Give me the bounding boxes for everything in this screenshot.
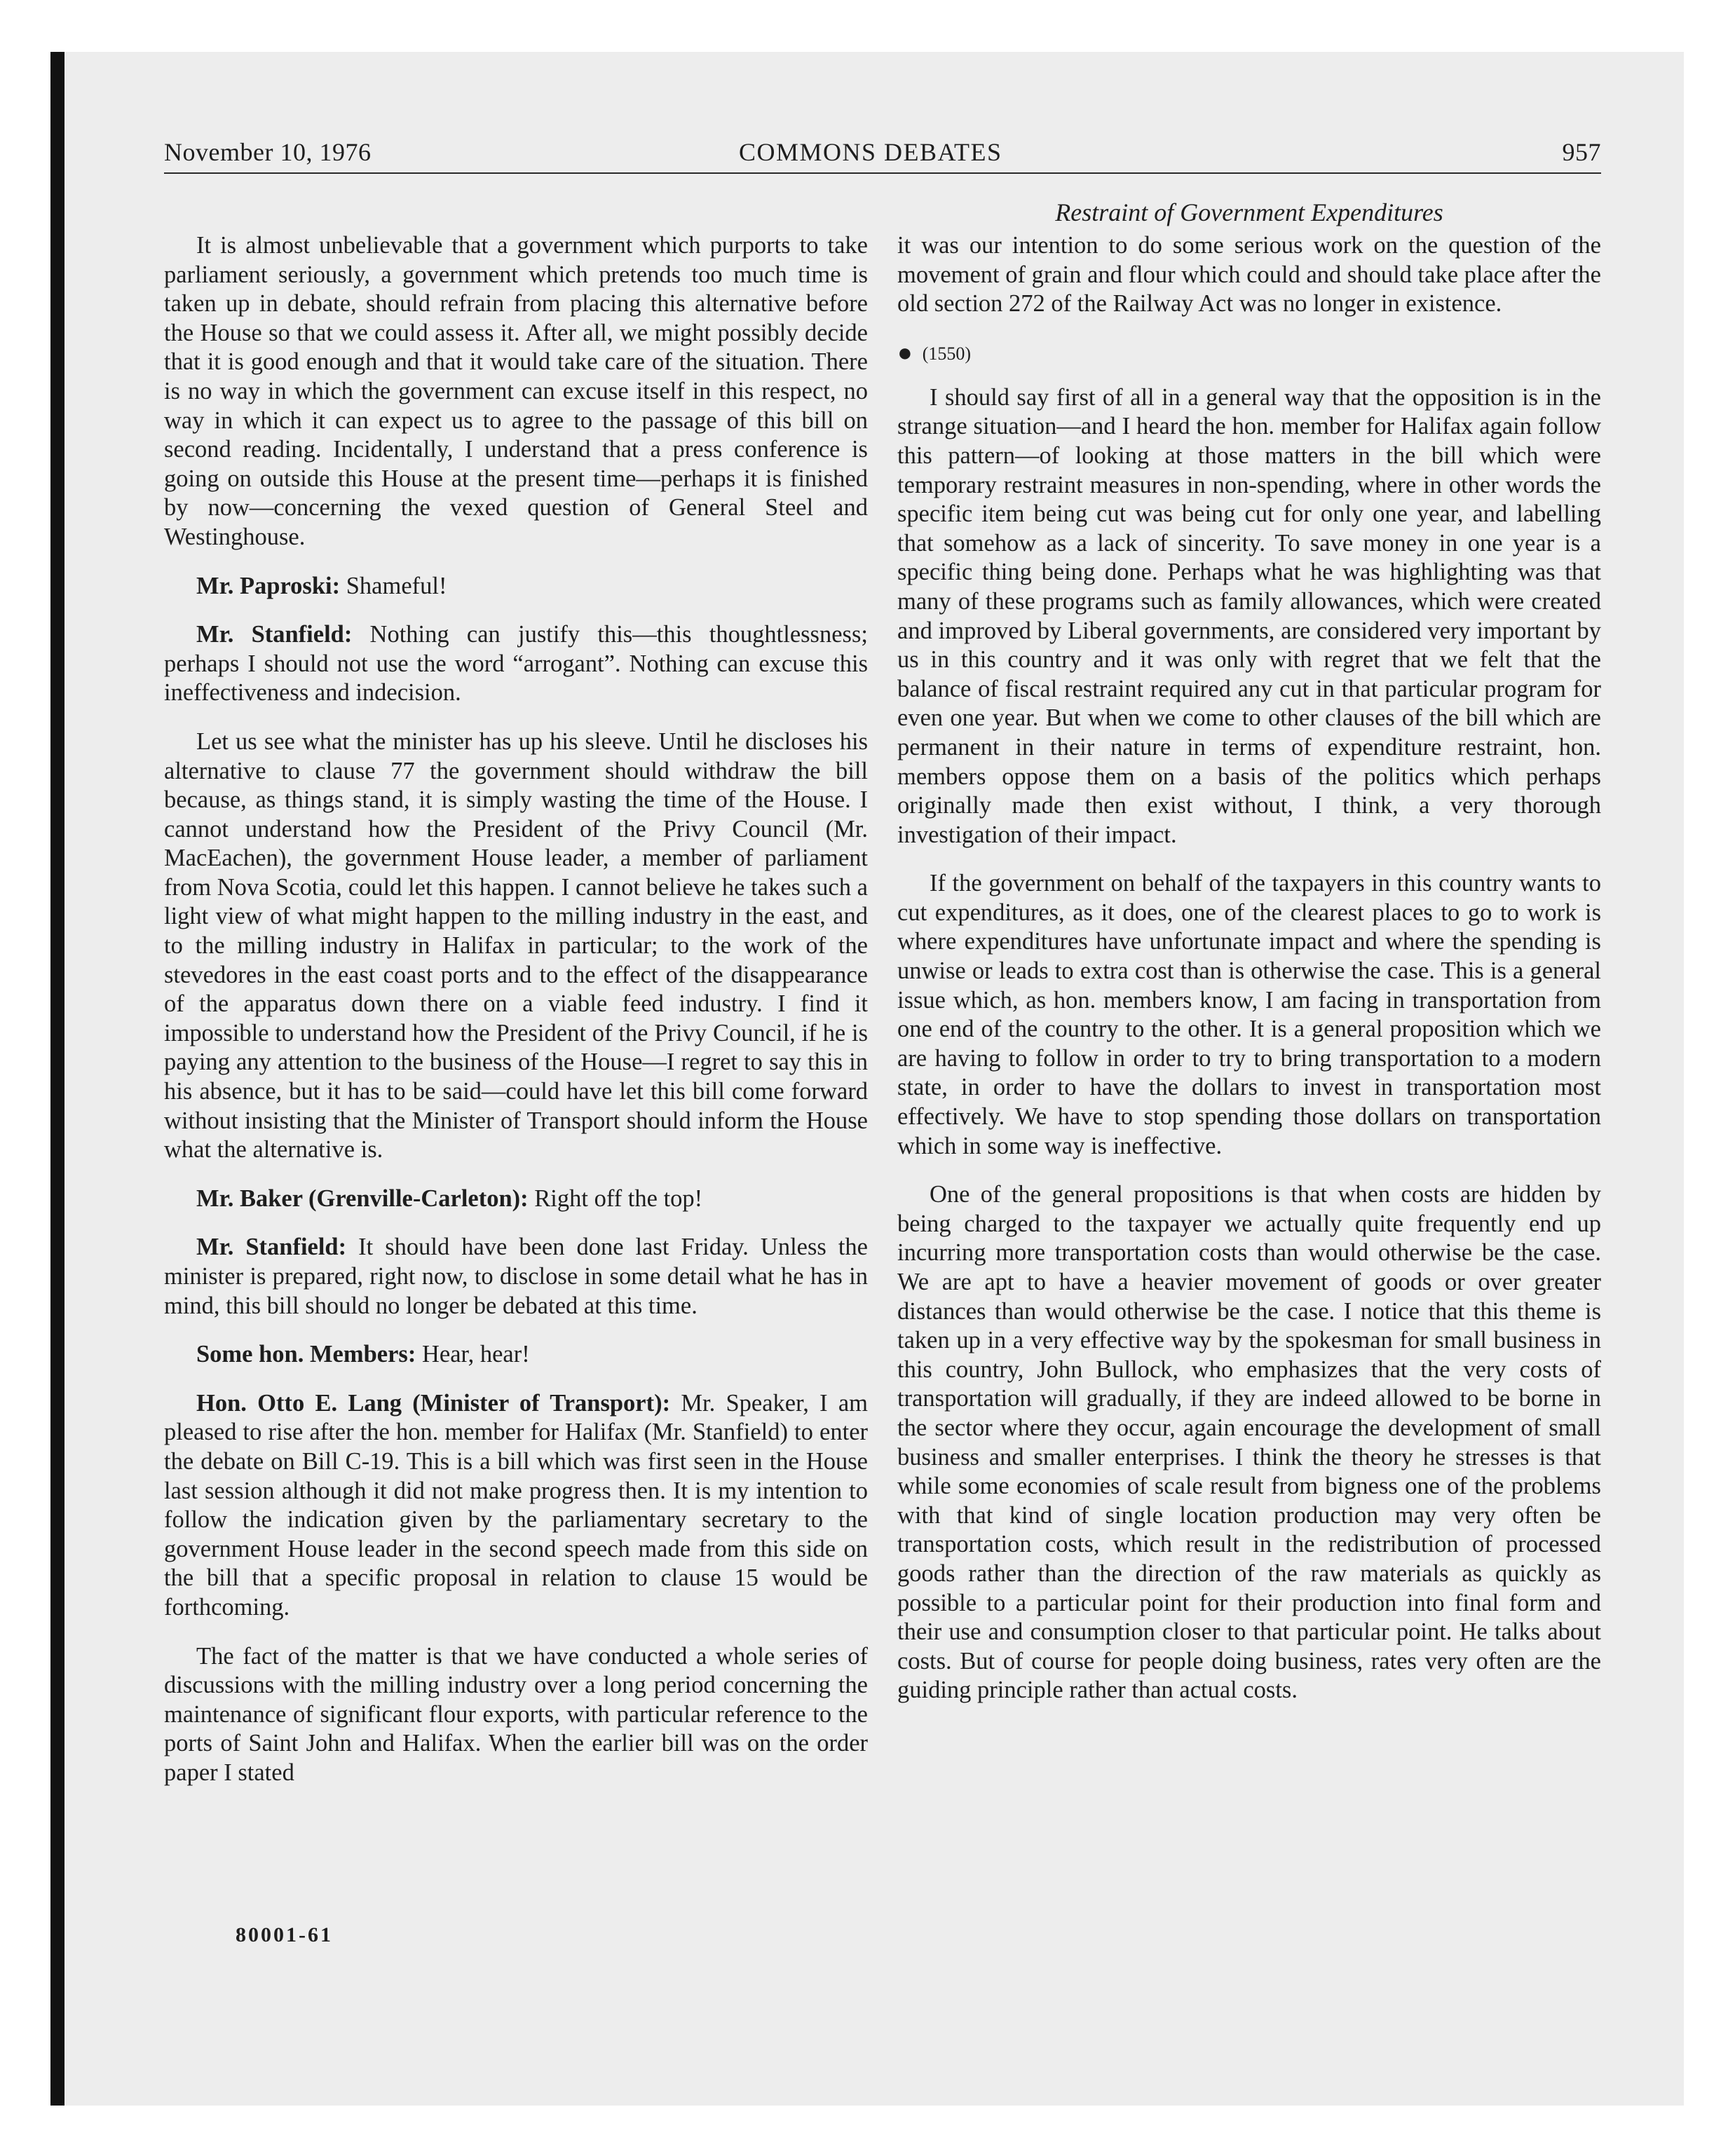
- speaker-name: Mr. Stanfield:: [196, 621, 353, 648]
- paragraph: One of the general propositions is that when costs are hidden by being charged to the taxpayer we actually quite frequently end up incurring more transportation costs than would otherwise be the case. We are apt to have a heavier movement of goods or over greater distances than would otherwise be the case. I notice that this theme is taken up in a very effective way by the spokesman for small business in this country, John Bullock, who emphasizes that the very costs of transportation will gradually, if they are indeed allowed to be borne in the sector where they occur, again encourage the development of small business and smaller enterprises. I think the theory he stresses is that while some economies of scale result from bigness one of the problems with that kind of single location production may very often be transportation costs, which result in the redistribution of processed goods rather than the direction of the raw materials as quickly as possible to a particular point for their production into final form and their use and consumption closer to that particular point. He talks about costs. But of course for people doing business, rates very often are the guiding principle rather than actual costs.: [897, 1181, 1601, 1704]
- header-date: November 10, 1976: [164, 138, 372, 166]
- right-column: [897, 231, 1601, 1725]
- paragraph: I should say first of all in a general way that the opposition is in the strange situation—and I heard the hon. member for Halifax again follow this pattern—of looking at those matters in the bill which were temporary restraint measures in non-spending, where in other words the specific item being cut was being cut for only one year, and labelling that somehow as a lack of sincerity. To save money in one year is a specific thing being done. Perhaps what he was highlighting was that many of these programs such as family allowances, which were created and improved by Liberal governments, are considered very important by us in this country and it was only with regret that we felt that the balance of fiscal restraint required any cut in that particular program for even one year. But when we come to other clauses of the bill which are permanent in their nature in terms of expenditure restraint, hon. members oppose them on a basis of the politics which perhaps originally made then exist without, I think, a very thorough investigation of their impact.: [897, 383, 1601, 848]
- speech-text: Mr. Speaker, I am pleased to rise after the hon. member for Halifax (Mr. Stanfield) to enter the debate on Bill C-19. This is a bill which was first seen in the House last session although it did not make progress then. It is my intention to follow the indication given by the parliamentary secretary to the government House leader in the second speech made from this side on the bill that a specific proposal in relation to clause 15 would be forthcoming.: [164, 1389, 868, 1621]
- paragraph: If the government on behalf of the taxpayers in this country wants to cut expenditures, as it does, one of the clearest places to go to work is where expenditures have unfortunate impact and where the spending is unwise or leads to extra cost than is otherwise the case. This is a general issue which, as hon. members know, I am facing in transportation from one end of the country to the other. It is a general proposition which we are having to follow in order to try to bring transportation to a modern state, in order to have the dollars to invest in transportation most effectively. We have to stop spending those dollars on transportation which in some way is ineffective.: [897, 870, 1601, 1159]
- speech-text: It should have been done last Friday. Unless the minister is prepared, right now, to disclose in some detail what he has in mind, this bill should no longer be debated at this time.: [164, 1234, 868, 1319]
- page-header: [164, 137, 1601, 172]
- speaker-name: Some hon. Members:: [196, 1341, 416, 1368]
- time-marker: [897, 339, 1601, 368]
- speaker-name: Mr. Stanfield:: [196, 1234, 347, 1261]
- speaker-name: Mr. Paproski:: [196, 572, 341, 599]
- footer-code: 80001-61: [236, 1923, 333, 1946]
- speech: [164, 1389, 868, 1623]
- header-page-number: 957: [1562, 138, 1601, 166]
- left-column: [164, 231, 868, 1808]
- speech-text: Nothing can justify this—this thoughtlessness; perhaps I should not use the word “arrogant”. Nothing can excuse this ineffectiveness and indecision.: [164, 621, 868, 707]
- paragraph: It is almost unbelievable that a government which purports to take parliament seriously, a government which pretends too much time is taken up in debate, should refrain from placing this alternative before the House so that we could assess it. After all, we might possibly decide that it is good enough and that it would take care of the situation. There is no way in which the government can excuse itself in this respect, no way in which it can expect us to agree to the passage of this bill on second reading. Incidentally, I understand that a press conference is going on outside this House at the present time—perhaps it is finished by now—concerning the vexed question of General Steel and Westinghouse.: [164, 232, 868, 550]
- speech-text: Hear, hear!: [416, 1341, 530, 1368]
- speech: [164, 1233, 868, 1321]
- bullet-icon: ●: [897, 338, 913, 367]
- scan-edge-bar: [50, 52, 64, 2106]
- speech-text: Right off the top!: [528, 1185, 703, 1212]
- paragraph-continued: it was our intention to do some serious work on the question of the movement of grain and flour which could and should take place after the old section 272 of the Railway Act was no longer in existence.: [897, 232, 1601, 318]
- speech: [164, 572, 868, 601]
- paragraph: Let us see what the minister has up his sleeve. Until he discloses his alternative to clause 77 the government should withdraw the bill because, as things stand, it is simply wasting the time of the House. I cannot understand how the President of the Privy Council (Mr. MacEachen), the government House leader, a member of parliament from Nova Scotia, could let this happen. I cannot believe he takes such a light view of what might happen to the milling industry in the east, and to the milling industry in Halifax in particular; to the work of the stevedores in the east coast ports and to the effect of the disappearance of the apparatus down there on a viable feed industry. I find it impossible to understand how the President of the Privy Council, if he is paying any attention to the business of the House—I regret to say this in his absence, but it has to be said—could have let this bill come forward without insisting that the Minister of Transport should inform the House what the alternative is.: [164, 728, 868, 1164]
- running-head: Restraint of Government Expenditures: [1055, 198, 1443, 226]
- paragraph: The fact of the matter is that we have conducted a whole series of discussions with the milling industry over a long period concerning the maintenance of significant flour exports, with particular reference to the ports of Saint John and Halifax. When the earlier bill was on the order paper I stated: [164, 1642, 868, 1786]
- speech: [164, 620, 868, 708]
- header-title: COMMONS DEBATES: [739, 138, 1002, 166]
- header-rule: [164, 172, 1601, 174]
- speech-text: Shameful!: [340, 572, 447, 599]
- speech: [164, 1185, 868, 1214]
- speech: [164, 1340, 868, 1370]
- time-marker-text: (1550): [922, 343, 972, 364]
- speaker-name: Hon. Otto E. Lang (Minister of Transport):: [196, 1389, 671, 1417]
- speaker-name: Mr. Baker (Grenville-Carleton):: [196, 1185, 529, 1212]
